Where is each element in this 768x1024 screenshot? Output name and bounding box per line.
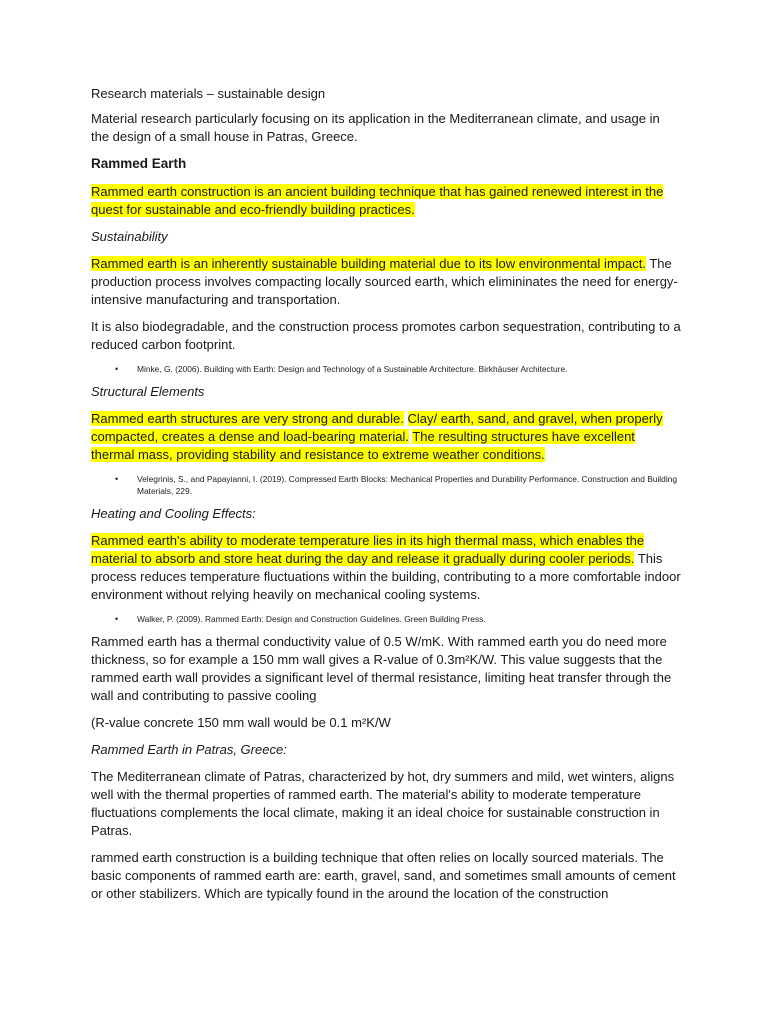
document-title: Research materials – sustainable design xyxy=(91,86,326,101)
thermal-conductivity-paragraph: Rammed earth has a thermal conductivity value of 0.5 W/mK. With rammed earth you do need more thickness, so for example a 150 mm wall gives a R-value of 0.3m²K/W. This value suggests that the rammed earth wall provides a significant level of thermal resistance, limiting heat transfer through the wall and contributing to passive cooling xyxy=(91,634,672,703)
heating-paragraph xyxy=(91,532,681,604)
reference-item-walker xyxy=(91,613,681,625)
bullet-icon: • xyxy=(115,474,119,484)
subheading-heating-cooling: Heating and Cooling Effects: xyxy=(91,506,256,521)
highlighted-text: Rammed earth is an inherently sustainable building material due to its low environmental impact. xyxy=(91,256,646,271)
highlighted-text: Clay/ earth, sand, and gravel, when properly compacted, creates a dense and load-bearing material. xyxy=(91,411,663,444)
sustainability-paragraph-1 xyxy=(91,255,681,309)
reference-item-minke xyxy=(91,363,681,375)
highlighted-text: Rammed earth's ability to moderate temperature lies in its high thermal mass, which enables the material to absorb and store heat during the day and release it gradually during cooler periods. xyxy=(91,533,645,566)
structural-paragraph xyxy=(91,410,681,464)
bullet-icon: • xyxy=(115,614,119,624)
highlighted-text: The resulting structures have excellent thermal mass, providing stability and resistance to extreme weather conditions. xyxy=(91,429,635,462)
patras-paragraph-2: rammed earth construction is a building technique that often relies on locally sourced materials. The basic components of rammed earth are: earth, gravel, sand, and sometimes small amounts of cement or other stabilizers. Which are typically found in the around the location of the construction xyxy=(91,850,676,901)
reference-item-velegrinis xyxy=(91,473,681,497)
intro-paragraph: Material research particularly focusing on its application in the Mediterranean climate, and usage in the design of a small house in Patras, Greece. xyxy=(91,111,660,144)
highlighted-text: Rammed earth structures are very strong and durable. xyxy=(91,411,404,426)
reference-text: Walker, P. (2009). Rammed Earth: Design and Construction Guidelines. Green Building Press. xyxy=(137,614,486,624)
paragraph-text: This process reduces temperature fluctuations within the building, contributing to a more comfortable indoor environment without relying heavily on mechanical cooling systems. xyxy=(91,551,681,602)
rammed-earth-intro-paragraph xyxy=(91,183,681,219)
subheading-patras: Rammed Earth in Patras, Greece: xyxy=(91,742,287,757)
paragraph-text: The production process involves compacting locally sourced earth, which elimininates the need for energy-intensive manufacturing and transportation. xyxy=(91,256,678,307)
highlighted-text: Rammed earth construction is an ancient building technique that has gained renewed interest in the quest for sustainable and eco-friendly building practices. xyxy=(91,184,664,217)
reference-text: Minke, G. (2006). Building with Earth: Design and Technology of a Sustainable Architecture. Birkhäuser Architecture. xyxy=(137,364,568,374)
document-page xyxy=(91,85,681,912)
subheading-sustainability: Sustainability xyxy=(91,229,168,244)
sustainability-paragraph-2: It is also biodegradable, and the construction process promotes carbon sequestration, contributing to a reduced carbon footprint. xyxy=(91,319,681,352)
patras-paragraph-1: The Mediterranean climate of Patras, characterized by hot, dry summers and mild, wet winters, aligns well with the thermal properties of rammed earth. The material's ability to moderate temperature fluctuations complements the local climate, making it an ideal choice for sustainable construction in Patras. xyxy=(91,769,675,838)
heading-rammed-earth: Rammed Earth xyxy=(91,156,187,171)
reference-text: Velegrinis, S., and Papayianni, I. (2019). Compressed Earth Blocks: Mechanical Properties and Durability Performance. Construction and Building Materials, 229. xyxy=(137,474,677,496)
r-value-paragraph: (R-value concrete 150 mm wall would be 0.1 m²K/W xyxy=(91,715,391,730)
subheading-structural-elements: Structural Elements xyxy=(91,384,205,399)
bullet-icon: • xyxy=(115,364,119,374)
